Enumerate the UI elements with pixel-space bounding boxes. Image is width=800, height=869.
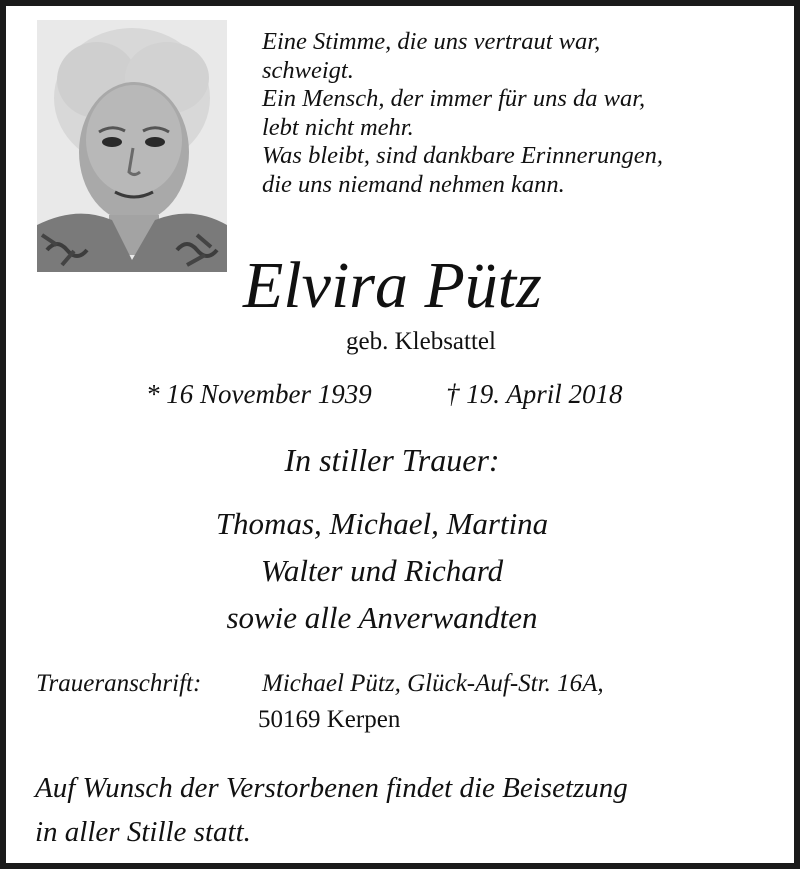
mourner-line: Thomas, Michael, Martina	[215, 506, 549, 541]
mourner-line: Walter und Richard	[260, 553, 504, 588]
mourner-line: sowie alle Anverwandten	[226, 600, 538, 635]
note-line: in aller Stille statt.	[35, 816, 251, 848]
poem-line: lebt nicht mehr.	[262, 113, 414, 141]
poem-line: Eine Stimme, die uns vertraut war,	[262, 28, 601, 55]
address-label: Traueranschrift:	[36, 670, 202, 697]
deceased-name: Elvira Pütz	[243, 249, 542, 322]
poem-line: die uns niemand nehmen kann.	[262, 170, 565, 198]
address-line: Michael Pütz, Glück-Auf-Str. 16A,	[262, 670, 604, 697]
birth-date: * 16 November 1939	[146, 379, 372, 409]
poem-line: Was bleibt, sind dankbare Erinnerungen,	[262, 142, 664, 170]
poem-line: Ein Mensch, der immer für uns da war,	[262, 85, 646, 113]
portrait-photo	[37, 20, 227, 272]
death-date: † 19. April 2018	[446, 379, 623, 409]
poem	[262, 28, 792, 200]
funeral-note	[35, 766, 775, 854]
birth-name: geb. Klebsattel	[346, 328, 496, 355]
mourning-heading: In stiller Trauer:	[284, 442, 500, 478]
life-dates	[146, 379, 623, 410]
note-line: Auf Wunsch der Verstorbenen findet die Beisetzung	[35, 772, 628, 804]
poem-line: schweigt.	[262, 56, 354, 84]
address-line: 50169 Kerpen	[258, 706, 401, 733]
portrait-image	[37, 20, 227, 272]
